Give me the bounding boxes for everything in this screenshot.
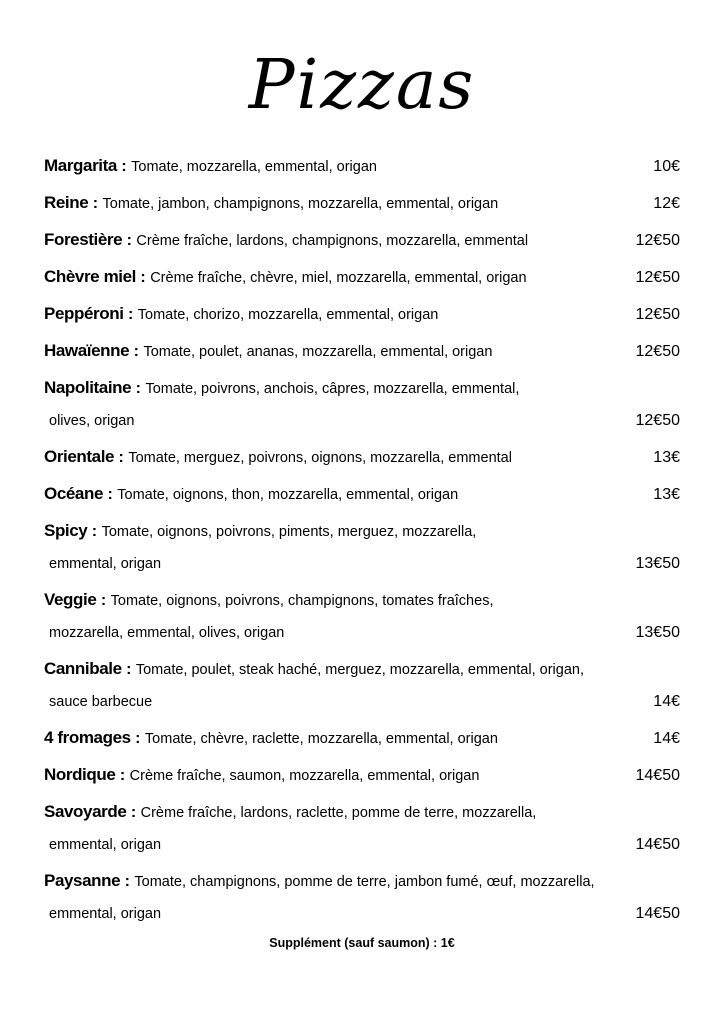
- item-name: Chèvre miel: [44, 267, 136, 286]
- item-name: Forestière: [44, 230, 123, 249]
- item-description: Crème fraîche, chèvre, miel, mozzarella, emmental, origan: [150, 270, 527, 286]
- item-price: 12€50: [635, 343, 680, 360]
- page-title: Pizzas: [248, 46, 476, 125]
- item-price: 12€50: [635, 232, 680, 249]
- item-name: Veggie: [44, 590, 97, 609]
- menu-item: [44, 376, 680, 433]
- menu-item: [44, 588, 680, 645]
- item-separator: :: [129, 343, 144, 360]
- menu-item-line: [44, 228, 680, 253]
- menu-item: [44, 869, 680, 926]
- menu-item: [44, 726, 680, 751]
- menu-item: [44, 800, 680, 857]
- item-separator: :: [126, 804, 141, 821]
- menu-item: [44, 191, 680, 216]
- item-description: Tomate, mozzarella, emmental, origan: [131, 159, 377, 175]
- item-name: Cannibale: [44, 659, 122, 678]
- item-price: 14€: [653, 730, 680, 747]
- item-description: Crème fraîche, lardons, raclette, pomme de terre, mozzarella,: [140, 805, 537, 821]
- menu-item: [44, 657, 680, 714]
- item-price: 12€50: [635, 306, 680, 323]
- item-price: 13€50: [635, 624, 680, 641]
- item-separator: :: [120, 873, 135, 890]
- menu-item: [44, 154, 680, 179]
- item-description: Tomate, chorizo, mozzarella, emmental, origan: [137, 307, 439, 323]
- menu-item: [44, 445, 680, 470]
- menu-item-line: [44, 339, 680, 364]
- menu-item-line: [44, 519, 680, 544]
- item-price: 14€50: [635, 836, 680, 853]
- item-name: 4 fromages: [44, 728, 131, 747]
- item-separator: :: [116, 158, 132, 175]
- item-name: Orientale: [44, 447, 115, 466]
- item-description: Tomate, poulet, steak haché, merguez, mozzarella, emmental, origan,: [135, 662, 584, 678]
- item-price: 12€50: [635, 269, 680, 286]
- menu-item-line-continuation: [44, 552, 680, 576]
- item-description: Tomate, chèvre, raclette, mozzarella, emmental, origan: [144, 731, 498, 747]
- item-description-continuation: olives, origan: [49, 413, 135, 429]
- menu-item: [44, 339, 680, 364]
- item-description: Crème fraîche, saumon, mozzarella, emmental, origan: [129, 768, 480, 784]
- menu-item-line-continuation: [44, 409, 680, 433]
- menu-item-line-continuation: [44, 621, 680, 645]
- item-name: Hawaïenne: [44, 341, 130, 360]
- menu-item-line: [44, 191, 680, 216]
- item-description: Crème fraîche, lardons, champignons, mozzarella, emmental: [136, 233, 529, 249]
- item-separator: :: [123, 306, 138, 323]
- menu-item-line: [44, 588, 680, 613]
- item-separator: :: [88, 195, 103, 212]
- item-separator: :: [114, 449, 129, 466]
- item-name: Océane: [44, 484, 104, 503]
- item-separator: :: [115, 767, 130, 784]
- menu-item-line: [44, 265, 680, 290]
- item-price: 14€50: [635, 905, 680, 922]
- item-price: 13€50: [635, 555, 680, 572]
- menu-item-line: [44, 302, 680, 327]
- supplement-note: Supplément (sauf saumon) : 1€: [269, 936, 455, 950]
- item-separator: :: [135, 269, 151, 286]
- item-name: Savoyarde: [44, 802, 127, 821]
- menu-item: [44, 763, 680, 788]
- item-description: Tomate, poivrons, anchois, câpres, mozzarella, emmental,: [145, 381, 520, 397]
- item-description: Tomate, poulet, ananas, mozzarella, emmental, origan: [143, 344, 493, 360]
- item-price: 14€: [653, 693, 680, 710]
- item-description: Tomate, champignons, pomme de terre, jambon fumé, œuf, mozzarella,: [134, 874, 595, 890]
- menu-item: [44, 519, 680, 576]
- item-description-continuation: emmental, origan: [49, 837, 162, 853]
- menu-item-line: [44, 800, 680, 825]
- menu-list: [44, 154, 680, 926]
- item-description: Tomate, merguez, poivrons, oignons, mozzarella, emmental: [128, 450, 512, 466]
- menu-item-line: [44, 763, 680, 788]
- item-description-continuation: mozzarella, emmental, olives, origan: [49, 625, 285, 641]
- menu-item: [44, 265, 680, 290]
- item-description: Tomate, oignons, poivrons, piments, merguez, mozzarella,: [101, 524, 477, 540]
- item-price: 13€: [653, 486, 680, 503]
- item-name: Peppéroni: [44, 304, 124, 323]
- menu-item: [44, 482, 680, 507]
- item-description: Tomate, oignons, poivrons, champignons, tomates fraîches,: [110, 593, 494, 609]
- item-price: 10€: [653, 158, 680, 175]
- item-separator: :: [122, 232, 137, 249]
- item-name: Napolitaine: [44, 378, 132, 397]
- menu-item-line-continuation: [44, 833, 680, 857]
- menu-item-line: [44, 657, 680, 682]
- item-name: Spicy: [44, 521, 88, 540]
- item-separator: :: [96, 592, 111, 609]
- menu-item-line: [44, 726, 680, 751]
- item-description: Tomate, jambon, champignons, mozzarella, emmental, origan: [102, 196, 499, 212]
- item-description-continuation: emmental, origan: [49, 906, 162, 922]
- item-price: 12€: [653, 195, 680, 212]
- item-separator: :: [103, 486, 118, 503]
- item-name: Reine: [44, 193, 89, 212]
- menu-item-line: [44, 869, 680, 894]
- item-separator: :: [130, 730, 145, 747]
- item-name: Nordique: [44, 765, 116, 784]
- menu-item-line-continuation: [44, 902, 680, 926]
- menu-item: [44, 302, 680, 327]
- item-description: Tomate, oignons, thon, mozzarella, emmental, origan: [117, 487, 459, 503]
- menu-item: [44, 228, 680, 253]
- item-price: 14€50: [635, 767, 680, 784]
- menu-item-line: [44, 445, 680, 470]
- item-separator: :: [121, 661, 136, 678]
- item-description-continuation: sauce barbecue: [49, 694, 153, 710]
- menu-item-line: [44, 154, 680, 179]
- menu-item-line-continuation: [44, 690, 680, 714]
- item-description-continuation: emmental, origan: [49, 556, 162, 572]
- item-price: 13€: [653, 449, 680, 466]
- item-separator: :: [131, 380, 146, 397]
- menu-item-line: [44, 376, 680, 401]
- menu-item-line: [44, 482, 680, 507]
- item-name: Paysanne: [44, 871, 121, 890]
- item-name: Margarita: [44, 156, 117, 175]
- item-price: 12€50: [635, 412, 680, 429]
- item-separator: :: [87, 523, 102, 540]
